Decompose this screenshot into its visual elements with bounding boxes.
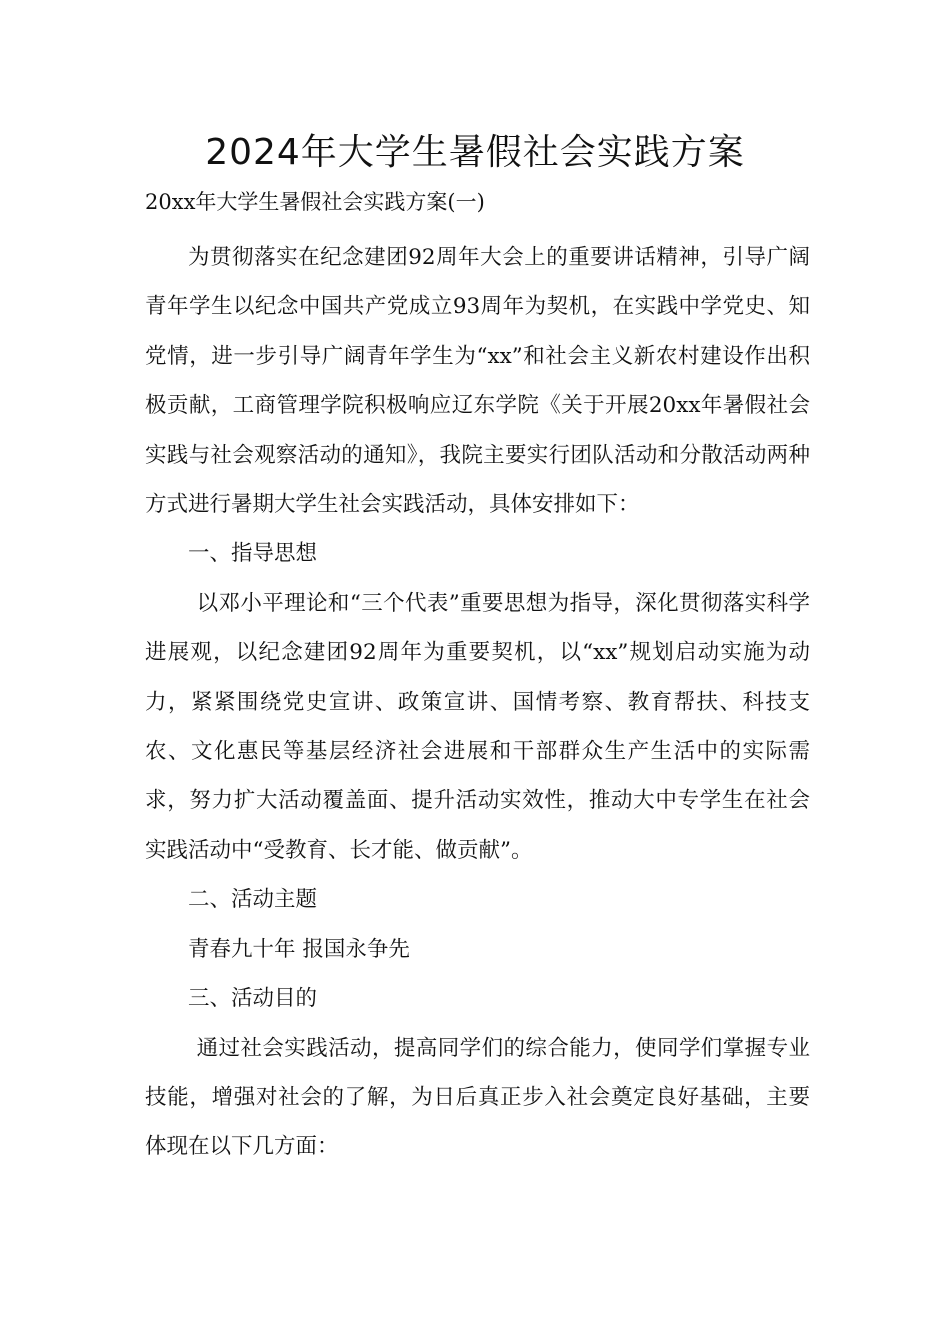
document-subtitle: 20xx年大学生暑假社会实践方案(一) [145, 190, 485, 214]
paragraph-activity-theme: 青春九十年 报国永争先 [188, 936, 410, 962]
document-body [145, 233, 810, 1172]
paragraph-guiding-thought: 以邓小平理论和“三个代表”重要思想为指导，深化贯彻落实科学进展观，以纪念建团92周年为重要契机，以“xx”规划启动实施为动力，紧紧围绕党史宣讲、政策宣讲、国情考察、教育帮扶、科技支农、文化惠民等基层经济社会进展和干部群众生产生活中的实际需求，努力扩大活动覆盖面、提升活动实效性，推动大中专学生在社会实践活动中“受教育、长才能、做贡献”。 [145, 590, 810, 863]
paragraph-intro: 为贯彻落实在纪念建团92周年大会上的重要讲话精神，引导广阔青年学生以纪念中国共产党成立93周年为契机，在实践中学党史、知党情，进一步引导广阔青年学生为“xx”和社会主义新农村建设作出积极贡献，工商管理学院积极响应辽东学院《关于开展20xx年暑假社会实践与社会观察活动的通知》，我院主要实行团队活动和分散活动两种方式进行暑期大学生社会实践活动，具体安排如下： [145, 245, 810, 518]
section-heading-guiding-thought: 一、指导思想 [188, 541, 318, 567]
document-title: 2024年大学生暑假社会实践方案 [205, 132, 745, 173]
paragraph-activity-purpose: 通过社会实践活动，提高同学们的综合能力，使同学们掌握专业技能，增强对社会的了解，为日后真正步入社会奠定良好基础，主要体现在以下几方面： [145, 1035, 810, 1160]
section-heading-activity-theme: 二、活动主题 [188, 887, 318, 913]
section-heading-activity-purpose: 三、活动目的 [188, 986, 318, 1012]
